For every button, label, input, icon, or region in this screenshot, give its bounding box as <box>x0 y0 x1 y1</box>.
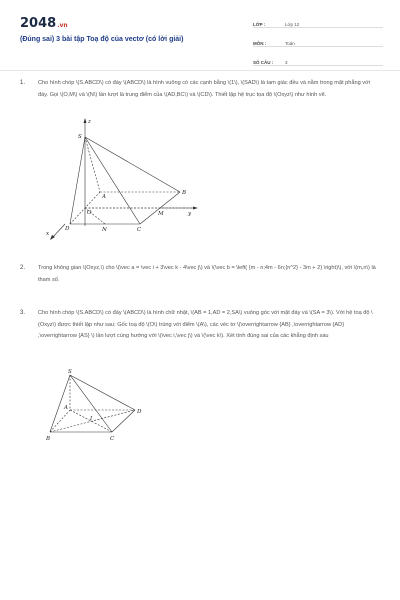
question-text: Cho hình chóp \(S.ABCD\) có đáy \(ABCD\) là hình vuông có các cạnh bằng \(1\), \(SAD\) là tam giác đều và nằm trong mặt phẳng với đáy. Gọi \(O,M\) và \(N\) lần lượt là trung điểm của \(AD,BC\) và \(CD\). Thiết lập hệ trục tọa độ \(Oxyz\) như hình vẽ. <box>38 80 370 98</box>
label-C: C <box>137 227 142 233</box>
meta-label: LỚP : <box>253 22 266 27</box>
edge-SC <box>70 375 112 432</box>
pyramid-figure-q1 <box>40 116 200 241</box>
label-A: A <box>102 194 106 200</box>
meta-row-count <box>253 52 383 66</box>
meta-row-class <box>253 14 383 28</box>
label-S: S <box>78 134 82 140</box>
label-I: I <box>90 416 93 422</box>
label-S: S <box>68 369 72 375</box>
meta-value: Toán <box>285 41 295 46</box>
document-header <box>0 0 400 71</box>
label-A: A <box>64 405 68 411</box>
question-number: 2. <box>20 265 26 271</box>
edge-SB <box>85 137 180 192</box>
question-text: Cho hình chóp \(S.ABCD\) có đáy \(ABCD\) là hình chữ nhật, \(AB = 1,AD = 2,SA\) vuông góc với mặt đáy và \(SA = 3\). Với hệ toạ độ \(Oxyz\) được thiết lập như sau: Gốc toạ độ \(O\) trùng với điểm \(A\), các véc tơ \(\overrightarrow {AB} ,\overrightarrow {AD} ,\overrightarrow {AS} \) lần lượt cùng hướng với \(\vec i,\vec j\) và \(\vec k\). Xét tính đúng sai của các khẳng định sau <box>38 310 373 339</box>
y-arrow <box>193 207 198 210</box>
x-axis <box>52 224 65 238</box>
edge-CD <box>112 410 135 432</box>
edge-SB <box>50 375 70 432</box>
logo-main: 2048 <box>20 16 57 31</box>
label-B: B <box>46 436 51 442</box>
label-B: B <box>182 190 187 196</box>
diag-BD <box>50 410 135 432</box>
label-z: z <box>88 119 91 125</box>
label-D: D <box>137 409 142 415</box>
meta-value: Lớp 12 <box>285 22 300 27</box>
edge-SA <box>85 137 100 192</box>
meta-label: SỐ CÂU : <box>253 60 274 65</box>
question-number: 3. <box>20 310 26 316</box>
pyramid-figure-q3 <box>40 365 150 445</box>
label-O: O <box>87 210 92 216</box>
z-arrow <box>84 118 87 123</box>
site-logo[interactable] <box>20 16 68 31</box>
label-D: D <box>65 226 70 232</box>
question-number: 1. <box>20 80 26 86</box>
document-meta <box>253 14 383 71</box>
label-x: x <box>46 231 50 237</box>
edge-SD <box>70 375 135 410</box>
edge-SD <box>70 137 85 224</box>
edge-BA <box>50 410 70 432</box>
label-M: M <box>158 211 164 217</box>
meta-label: MÔN : <box>253 41 267 46</box>
label-y: y <box>188 211 192 217</box>
label-C: C <box>110 436 115 442</box>
question-text: Trong không gian \(Oxyz,\) cho \(\vec a = \vec i + 3\vec k - 4\vec j\) và \(\vec b = \left( {m - n;4m - 6n;{n^2} - 3m + 2} \right)\), với \(m,n\) là tham số. <box>38 265 376 283</box>
meta-value: 3 <box>285 60 288 65</box>
edge-SC <box>85 137 140 224</box>
logo-tld: .vn <box>57 22 68 29</box>
document-title: (Đúng sai) 3 bài tập Toạ độ của vectơ (có lời giải) <box>20 36 184 43</box>
meta-row-subject <box>253 33 383 47</box>
label-N: N <box>102 227 107 233</box>
